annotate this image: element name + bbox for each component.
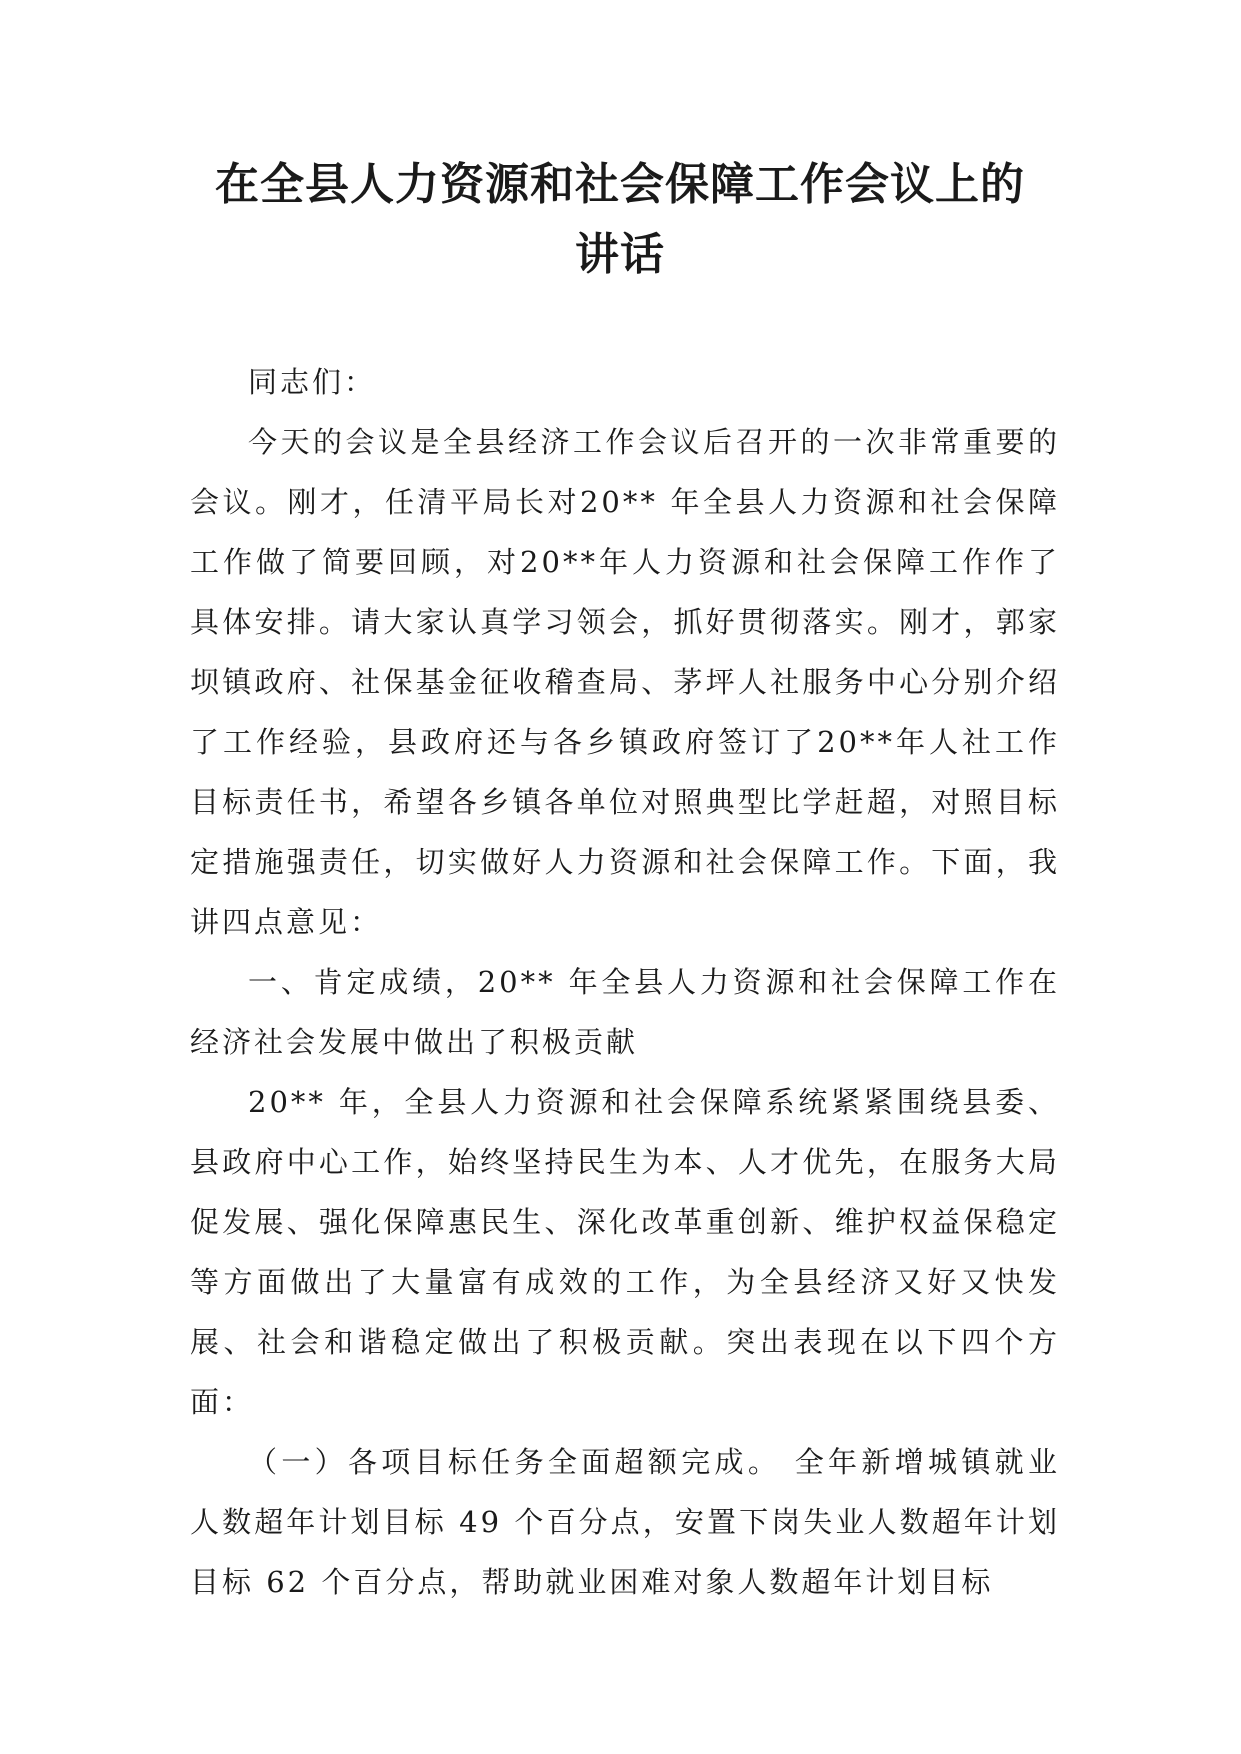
subsection-paragraph: （一）各项目标任务全面超额完成。 全年新增城镇就业人数超年计划目标 49 个百分点，安置下岗失业人数超年计划目标 62 个百分点，帮助就业困难对象人数超年计划目标 — [190, 1445, 1060, 1599]
title-line-1: 在全县人力资源和社会保障工作会议上的 — [215, 159, 1025, 210]
document-title — [180, 150, 1060, 290]
body-paragraph: 今天的会议是全县经济工作会议后召开的一次非常重要的会议。刚才，任清平局长对20** 年全县人力资源和社会保障工作做了简要回顾，对20**年人力资源和社会保障工作作了具体安排。请大家认真学习领会，抓好贯彻落实。刚才，郭家坝镇政府、社保基金征收稽查局、茅坪人社服务中心分别介绍了工作经验，县政府还与各乡镇政府签订了20**年人社工作目标责任书，希望各乡镇各单位对照典型比学赶超，对照目标定措施强责任，切实做好人力资源和社会保障工作。下面，我讲四点意见： — [190, 425, 1060, 939]
document-body — [190, 352, 1060, 1612]
section-heading: 一、肯定成绩，20** 年全县人力资源和社会保障工作在经济社会发展中做出了积极贡献 — [190, 965, 1060, 1059]
title-line-2: 讲话 — [575, 229, 665, 280]
salutation: 同志们： — [248, 365, 377, 399]
body-paragraph: 20** 年，全县人力资源和社会保障系统紧紧围绕县委、县政府中心工作，始终坚持民生为本、人才优先，在服务大局促发展、强化保障惠民生、深化改革重创新、维护权益保稳定等方面做出了大量富有成效的工作，为全县经济又好又快发展、社会和谐稳定做出了积极贡献。突出表现在以下四个方面： — [190, 1085, 1060, 1419]
